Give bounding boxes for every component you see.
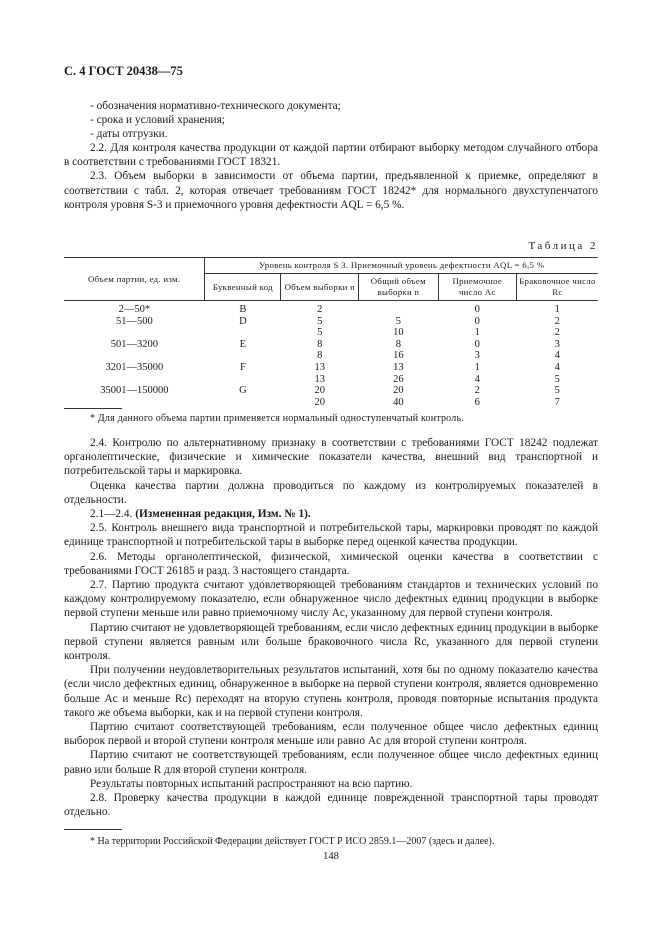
paragraph-edit-note (64, 507, 598, 521)
ac-cell: 1 (474, 327, 480, 339)
ac-cell: 0 (474, 338, 480, 350)
ac-cell: 4 (474, 373, 480, 385)
page-header: С. 4 ГОСТ 20438—75 (64, 64, 183, 78)
paragraph-accept-second: Партию считают соответствующей требованиям, если полученное общее число дефектных единиц выборок первой и второй ступени контроля меньше или равно Aс для второй ступени контроля. (64, 721, 598, 748)
list-item: - даты отгрузки. (90, 128, 168, 141)
lot-size-cell (64, 350, 205, 362)
paragraph-reject-second: Партию считают не соответствующей требованиям, если полученное общее число дефектных единиц равно или больше R для второй ступени контроля. (64, 749, 598, 776)
footnote-table: * Для данного объема партии применяется нормальный одноступенчатый контроль. (90, 413, 464, 424)
rejection-number-header: Браковочное число Rс (516, 274, 598, 301)
table-row (64, 339, 598, 351)
total-cell: 10 (393, 327, 404, 339)
paragraph-unsatisfactory: При получении неудовлетворительных результатов испытаний, хотя бы по одному показателю качества (если число дефектных единиц, обнаруженное в выборке на первой ступени контроля, является одновременно больше Aс и меньше Rс) переходят на вторую ступень контроля, проводя повторные испытания продукта такого же объема выборки, как и на первой ступени контроля. (64, 664, 598, 719)
sample-cell: 2 (317, 304, 323, 315)
code-cell (205, 350, 281, 362)
code-cell: G (239, 385, 247, 397)
total-sample-header: Общий объем выборки n (359, 274, 439, 301)
lot-size-cell: 2—50* (118, 304, 151, 315)
rc-cell: 4 (554, 361, 560, 373)
ac-cell: 3 (474, 350, 480, 362)
paragraph-2-6: 2.6. Методы органолептической, физической, химической оценки качества в соответствии с требованиями ГОСТ 26185 и разд. 3 настоящего стандарта. (64, 550, 598, 577)
code-cell (205, 327, 281, 339)
lot-size-cell: 501—3200 (110, 338, 159, 350)
rc-cell: 5 (554, 373, 560, 385)
rc-cell: 5 (554, 385, 560, 397)
edit-note-range: 2.1—2.4. (90, 508, 133, 521)
table-row (64, 316, 598, 328)
ac-cell: 0 (474, 304, 480, 315)
page-number: 148 (323, 851, 339, 862)
rc-cell: 7 (554, 396, 560, 408)
rc-cell: 2 (554, 327, 560, 339)
table-row (64, 362, 598, 374)
control-section (64, 436, 598, 819)
total-cell: 40 (393, 396, 404, 408)
paragraph-results: Результаты повторных испытаний распространяют на всю партию. (90, 777, 413, 790)
total-cell: 16 (393, 350, 404, 362)
code-cell (205, 397, 281, 409)
code-cell: B (239, 304, 247, 315)
lot-size-cell (64, 374, 205, 386)
sample-cell: 8 (317, 338, 323, 350)
acceptance-number-header: Приемочное число Aс (438, 274, 516, 301)
total-cell: 20 (393, 385, 404, 397)
total-cell (359, 301, 439, 316)
lot-size-cell: 3201—35000 (105, 361, 164, 373)
rc-cell: 1 (554, 304, 560, 315)
table-caption: Таблица 2 (528, 240, 598, 252)
table-row (64, 397, 598, 409)
sample-cell: 20 (314, 396, 325, 408)
lot-size-cell: 35001—150000 (100, 385, 169, 397)
lot-size-cell (64, 327, 205, 339)
rc-cell: 4 (554, 350, 560, 362)
table-row (64, 301, 598, 316)
total-cell: 13 (393, 361, 404, 373)
footnote-gost: * На территории Российской Федерации действует ГОСТ Р ИСО 2859.1—2007 (здесь и далее). (90, 836, 495, 847)
paragraph-assessment: Оценка качества партии должна проводиться по каждому из контролируемых показателей в отдельности. (64, 479, 598, 506)
total-cell: 26 (393, 373, 404, 385)
total-cell: 5 (395, 315, 401, 327)
code-cell (205, 374, 281, 386)
sampling-table (64, 257, 598, 408)
rc-cell: 3 (554, 338, 560, 350)
lot-size-cell (64, 397, 205, 409)
paragraph-reject-first: Партию считают не удовлетворяющей требованиям, если число дефектных единиц продукции в выборке первой ступени является равным или больше браковочного числа Rс, указанного для первой ступени контроля. (64, 621, 598, 663)
list-item: - срока и условий хранения; (90, 114, 225, 127)
code-cell: D (239, 315, 247, 327)
sample-cell: 13 (314, 373, 325, 385)
table-row (64, 374, 598, 386)
paragraph-2-7: 2.7. Партию продукта считают удовлетворяющей требованиям стандартов и технических условий по каждому контролируемому показателю, если обнаруженное число дефектных единиц продукции в выборке первой ступени меньше или равно приемочному числу Aс, указанному для первой ступени контроля. (64, 579, 598, 620)
letter-code-header: Буквенный код (205, 274, 281, 301)
table-row (64, 327, 598, 339)
paragraph-2-8: 2.8. Проверку качества продукции в каждой единице поврежденной транспортной тары проводят отдельно. (64, 792, 598, 819)
rc-cell: 2 (554, 315, 560, 327)
sample-cell: 8 (317, 350, 323, 362)
list-item: - обозначения нормативно-технического документа; (90, 100, 341, 112)
sample-size-header: Объем выборки n (281, 274, 359, 301)
total-cell: 8 (395, 338, 401, 350)
sample-cell: 13 (314, 361, 325, 373)
ac-cell: 1 (474, 361, 480, 373)
sample-cell: 20 (314, 385, 325, 397)
sampling-section (64, 141, 598, 212)
sample-cell: 5 (317, 315, 323, 327)
sample-cell: 5 (317, 327, 323, 339)
inspection-level-header: Уровень контроля S 3. Приемочный уровень дефектности AQL = 6,5 % (205, 258, 598, 274)
paragraph-2-5: 2.5. Контроль внешнего вида транспортной и потребительской тары, маркировки проводят по каждой единице транспортной и потребительской тары в выборке перед оценкой качества продукции. (64, 522, 598, 549)
code-cell: F (239, 361, 246, 373)
lot-size-cell: 51—500 (116, 315, 153, 327)
paragraph-2-3: 2.3. Объем выборки в зависимости от объема партии, предъявленной к приемке, определяют в соответствии с табл. 2, которая отвечает требованиям ГОСТ 18242* для нормального двухступенчатого контроля уровня S-3 и приемочного уровня дефектности AQL = 6,5 %. (64, 170, 598, 211)
ac-cell: 0 (474, 315, 480, 327)
footnote-divider (64, 408, 122, 409)
paragraph-2-4: 2.4. Контролю по альтернативному признаку в соответствии с требованиями ГОСТ 18242 подлежат органолептические, физические и химические показатели качества, внешний вид транспортной и потребительской тары и маркировка. (64, 437, 598, 478)
marking-list (64, 99, 598, 142)
edit-note-bold: (Измененная редакция, Изм. № 1). (135, 508, 311, 521)
ac-cell: 6 (474, 396, 480, 408)
ac-cell: 2 (474, 385, 480, 397)
table-row (64, 350, 598, 362)
code-cell: E (239, 338, 247, 350)
lot-size-header: Объем партии, ед. изм. (64, 258, 205, 301)
paragraph-2-2: 2.2. Для контроля качества продукции от каждой партии отбирают выборку методом случайного отбора в соответствии с требованиями ГОСТ 18321. (64, 142, 598, 169)
table-row (64, 385, 598, 397)
footnote-divider (64, 829, 122, 830)
